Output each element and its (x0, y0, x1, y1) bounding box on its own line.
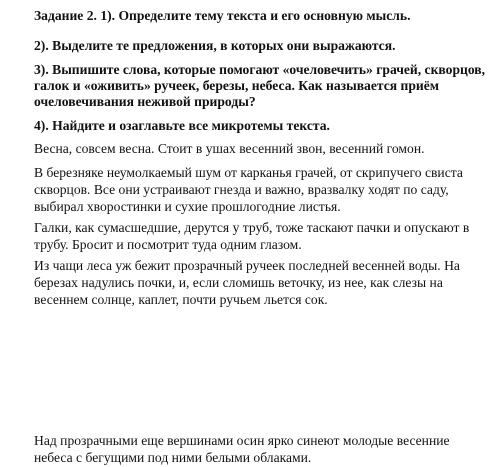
text-paragraph-5: Над прозрачными еще вершинами осин ярко синеют молодые весенние небеса с бегущими под ними белыми облаками. (34, 433, 450, 465)
text-paragraph-1: Весна, совсем весна. Стоит в ушах весенний звон, весенний гомон. (34, 141, 425, 156)
text-paragraph-4: Из чащи леса уж бежит прозрачный ручеек последней весенней воды. На березах надулись почки, и, если сломишь веточку, из нее, как слезы на весеннем солнце, каплет, почти ручьем льется сок. (34, 258, 460, 307)
text-paragraph-3: Галки, как сумасшедшие, дерутся у труб, тоже таскают пачки и опускают в трубу. Бросит и посмотрит туда одним глазом. (34, 220, 470, 252)
text-paragraph-2: В березняке неумолкаемый шум от карканья грачей, от скрипучего свиста скворцов. Все они устраивают гнезда и важно, вразвалку ходят по саду, выбирал хворостинки и сухие прошлогодние листья. (34, 165, 463, 214)
task-title: Задание 2. 1). Определите тему текста и его основную мысль. (34, 8, 411, 23)
task-item-2: 2). Выделите те предложения, в которых они выражаются. (34, 38, 396, 53)
task-item-3: 3). Выпишите слова, которые помогают «очеловечить» грачей, скворцов, галок и «оживить» ручеек, березы, небеса. Как называется приём очеловечивания неживой природы? (34, 62, 486, 109)
task-item-4: 4). Найдите и озаглавьте все микротемы текста. (34, 118, 330, 133)
